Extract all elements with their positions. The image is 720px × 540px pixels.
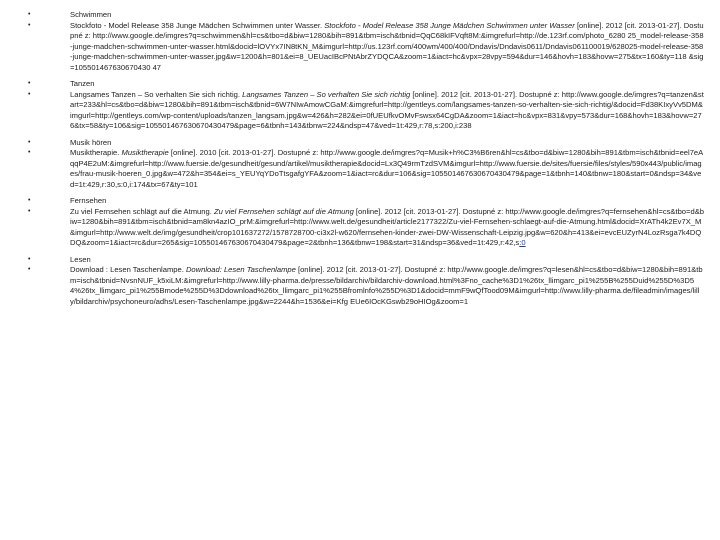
bullet: •: [28, 207, 31, 215]
ref-text: Langsames Tanzen – So verhalten Sie sich richtig.: [70, 89, 243, 99]
bullet: •: [28, 11, 31, 18]
bullet: •: [28, 80, 31, 87]
ref-text: Zu viel Fernsehen schlägt auf die Atmung.: [70, 206, 214, 216]
list-item: [28, 79, 704, 90]
ref-source: [online]. 2012 [cit. 2013-01-27]. Dostupné z: http://www.google.de/imgres?q=schwimmen&hl=cs&tbo=d&biw=1280&bih=891&tbm=isch&tbnid=QqC68kIFVqft8M:&imgrefurl=http://de.123rf.com/photo_6280 25_model-release-358-junge-madchen-schwimmen-unter-wasser.html&docid=lOVYx7IN8tKN_M&imgurl=http://us.123rf.com/400wm/400/400/Dndavis/Dndavis0611/Dndavis061100019/628025-model-release-358-junge-madchen-schwimmen-unter-wasser.jpg&w=1200&h=801&ei=8_UEUacIBcPNtAbrZYDQCA&zoom=1&iact=hc&vpx=28vpy=594&dur=146&hovh=183&hovw=275&tx=160&ty=118 &sig=105501467630670430 47: [70, 20, 704, 72]
item-title: Tanzen: [70, 79, 95, 88]
item-title: Musik hören: [70, 137, 112, 147]
ref-italic: Download: Lesen Taschenlampe: [185, 265, 296, 274]
ref-source: [online]. 2012 [cit. 2013-01-27]. Dostupné z: http://www.google.de/imgres?q=fernsehen&hl=cs&tbo=d&biw=1280&bih=891&tbm=isch&tbnid=am8kn4azIO_prM:&imgrefurl=http://www.welt.de/gesundheit/article2177322/Zu-viel-Fernsehen-schlaegt-auf-die-Atmung.html&docid=XrATh4k2Ev7X_M&imgurl=http://www.welt.de/img/gesundheit/crop101637272/1578728700-ci3x2l-w620/fernsehen-kinder-zwei-DW-Wissenschaft-Leipzig.jpg&w=620&h=413&ei=evcEUZyrN4LozRsga7k4DQDQ&zoom=1&iact=rc&dur=265&sig=105501467630670430479&page=2&tbnh=136&tbnw=198&start=31&ndsp=36&ved=1t:429,r:42,s: [70, 206, 704, 247]
ref-italic: Musiktherapie: [121, 148, 169, 157]
bullet: •: [28, 90, 31, 98]
item-title: Schwimmen: [70, 10, 112, 19]
ref-italic: Stockfoto - Model Release 358 Junge Mädchen Schwimmen unter Wasser: [324, 20, 575, 30]
ref-link[interactable]: :0: [519, 238, 526, 247]
bullet: •: [28, 138, 31, 146]
bullet: •: [28, 255, 31, 263]
ref-text: Download : Lesen Taschenlampe.: [70, 265, 186, 274]
ref-source: [online]. 2010 [cit. 2013-01-27]. Dostupné z: http://www.google.de/imgres?q=Musik+h%C3%B6ren&hl=cs&tbo=d&biw=1280&bih=891&tbm=isch&tbnid=eel7eAqqP4E2uM:&imgrefurl=http://www.fuersie.de/gesundheit/gesund/artikel/musiktherapie&docid=Lx3Q49rmTzdSVM&imgurl=http://www.fuersie.de/sites/fuersie/files/styles/590x443/public/images/frau-musik-hoeren_0.jpg&w=472&h=354&ei=s_YEUYqYDoTtsgafgYFA&zoom=1&iact=rc&dur=106&sig=105501467630670430479&page=1&tbnh=140&tbnw=180&start=0&ndsp=34&ved=1t:429,r:30,s:0,i:174&tx=67&ty=101: [70, 148, 704, 189]
bullet: •: [28, 149, 31, 156]
ref-source: [online]. 2012 [cit. 2013-01-27]. Dostupné z: http://www.google.de/imgres?q=tanzen&start=233&hl=cs&tbo=d&biw=1280&bih=891&tbm=isch&tbnid=6W7NIwAmowCGaM:&imgrefurl=http://gentleys.com/langsames-tanzen-so-verhalten-sie-sich-richtig/&docid=Fd38KIxyVv5DM&imgurl=http://gentleys.com/wp-content/uploads/tanzen_langsam.jpg&w=426&h=282&ei=0fUEUfkvOMvFswsx64CgDA&zoom=1&iact=hc&vpx=831&vpy=573&dur=168&hovh=183&hovw=276&tx=58&ty=106&sig=105501467630670430479&page=6&tbnh=143&tbnw=224&ndsp=47&ved=1t:429,r:78,s:200,i:238: [70, 89, 704, 130]
list-item: [28, 21, 704, 74]
bullet: •: [28, 21, 31, 29]
ref-text: Musiktherapie.: [70, 148, 122, 157]
list-item: [28, 255, 704, 266]
bullet: •: [28, 197, 31, 204]
ref-italic: Zu viel Fernsehen schlägt auf die Atmung: [213, 206, 354, 216]
list-item: [28, 90, 704, 132]
bullet: •: [28, 266, 31, 273]
list-item: [28, 148, 704, 190]
item-title: Fernsehen: [70, 196, 107, 205]
reference-list: [28, 10, 704, 307]
ref-italic: Langsames Tanzen – So verhalten Sie sich richtig: [242, 89, 411, 99]
list-item: [28, 10, 704, 21]
list-item: [28, 196, 704, 207]
item-title: Lesen: [70, 254, 91, 264]
list-item: [28, 138, 704, 149]
ref-text: Stockfoto - Model Release 358 Junge Mädchen Schwimmen unter Wasser.: [70, 20, 325, 30]
ref-source: [online]. 2012 [cit. 2013-01-27]. Dostupné z: http://www.google.de/imgres?q=lesen&hl=cs&tbo=d&biw=1280&bih=891&tbm=isch&tbnid=NvsnNUF_k5xiLM:&imgrefurl=http://www.lilly-pharma.de/presse/bildarchiv/bildarchiv-download.html%3Fno_cache%3D1%26tx_llimgarc_pi1%255B%255Duid%255D%3D54%26tx_llimgarc_pi1%255Bmode%255D%3Ddownload%26tx_llimgarc_pi1%255Bfromlnfo%255D%3D1&docid=mmF9wQfTood09M&imgurl=http://www.lilly-pharma.de/fileadmin/images/lilly/bildarchiv/psychoneuro/adhs/Lesen-Taschenlampe.jpg&w=2244&h=1536&ei=Kfg EUe6IOcKGswb29oHIOg&zoom=1: [70, 265, 703, 306]
list-item: [28, 265, 704, 307]
list-item: [28, 207, 704, 249]
